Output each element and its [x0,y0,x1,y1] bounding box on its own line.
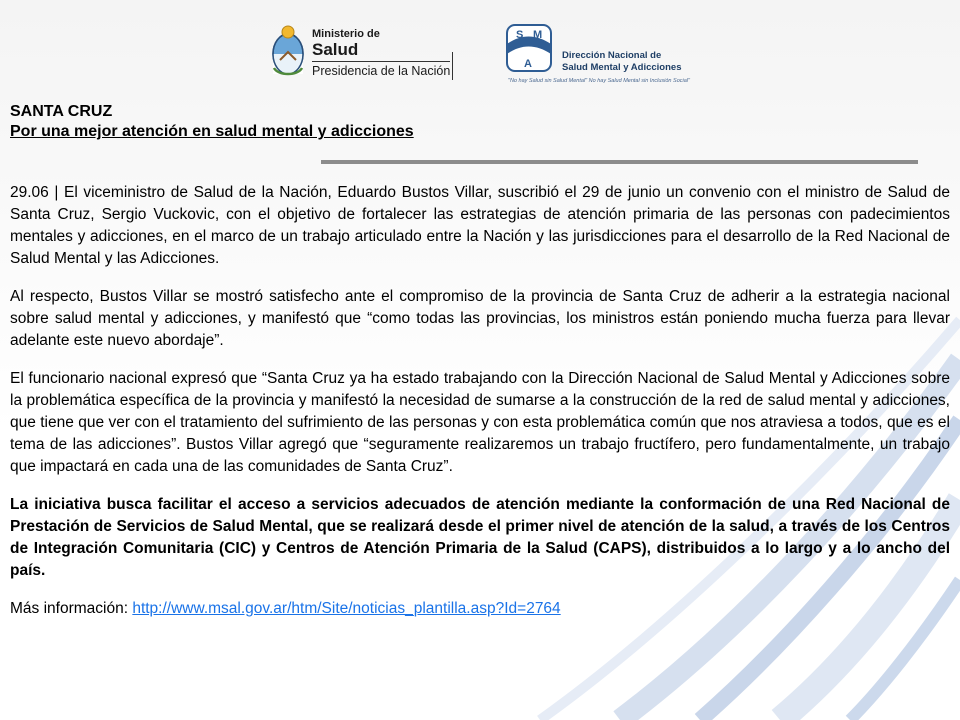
dnsm-line2: Salud Mental y Adicciones [562,62,682,73]
national-shield-icon [270,24,306,80]
ministerio-line2: Salud [312,40,359,59]
more-info-link[interactable]: http://www.msal.gov.ar/htm/Site/noticias_plantilla.asp?Id=2764 [132,600,561,617]
logo-divider [452,52,453,80]
region-label: SANTA CRUZ [10,103,113,120]
ministerio-line3: Presidencia de la Nación [312,61,450,79]
sma-logo-mark [506,24,552,72]
dnsm-logo [506,22,706,90]
paragraph-1: 29.06 | El viceministro de Salud de la Nación, Eduardo Bustos Villar, suscribió el 29 de junio un convenio con el ministro de Salud de Santa Cruz, Sergio Vuckovic, con el objetivo de fortalecer las estrategias de atención primaria de las personas con padecimientos mentales y adicciones, en el marco de un trabajo articulado entre la Nación y las jurisdicciones para el desarrollo de la Red Nacional de Salud Mental y las Adicciones. [10,184,950,267]
title-rule [321,160,918,164]
paragraph-3: El funcionario nacional expresó que “Santa Cruz ya ha estado trabajando con la Dirección Nacional de Salud Mental y Adicciones sobre la problemática específica de la provincia y manifestó la necesidad de sumarse a la construcción de la red de salud mental y adicciones, que tiene que ver con el tratamiento del sufrimiento de las personas y con esta problemática común que nos atraviesa a todos, que es el tema de las adicciones”. Bustos Villar agregó que “seguramente realizaremos un trabajo fructífero, pero fundamentalmente, un trabajo que impactará en cada una de las comunidades de Santa Cruz”. [10,370,950,475]
dnsm-slogan: "No hay Salud sin Salud Mental" No hay Salud Mental sin Inclusión Social" [508,78,690,84]
dnsm-line1: Dirección Nacional de [562,50,662,61]
more-info [10,598,950,620]
svg-text:M: M [533,29,543,41]
svg-text:S: S [516,29,524,41]
ministerio-line1: Ministerio de [312,28,380,40]
ministerio-salud-logo [270,22,460,84]
more-info-label: Más información: [10,600,129,617]
svg-text:A: A [524,58,532,70]
highlight-paragraph: La iniciativa busca facilitar el acceso a servicios adecuados de atención mediante la conformación de una Red Nacional de Prestación de Servicios de Salud Mental, que se realizará desde el primer nivel de atención de la salud, a través de los Centros de Integración Comunitaria (CIC) y Centros de Atención Primaria de la Salud (CAPS), distribuidos a lo largo y a lo ancho del país. [10,496,950,579]
article-body [10,182,950,636]
article-heading [10,102,414,142]
headline: Por una mejor atención en salud mental y adicciones [10,123,414,140]
paragraph-2: Al respecto, Bustos Villar se mostró satisfecho ante el compromiso de la provincia de Santa Cruz de adherir a la estrategia nacional sobre salud mental y adicciones, y manifestó que “como todas las provincias, los ministros están poniendo mucha fuerza para llevar adelante este nuevo abordaje”. [10,288,950,349]
